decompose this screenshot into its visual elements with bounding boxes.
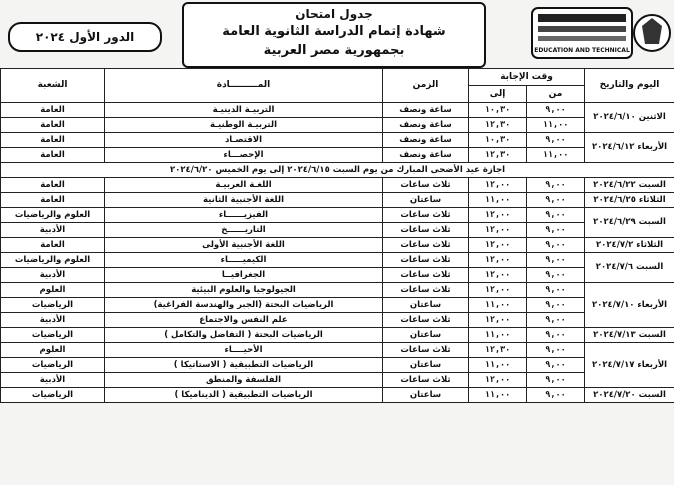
schedule-body <box>1 103 674 403</box>
table-row <box>1 193 674 208</box>
table-row <box>1 148 674 163</box>
duration-cell: ثلاث ساعات <box>383 283 469 298</box>
subject-cell: التاريــــــخ <box>105 223 383 238</box>
subject-cell: الكيميـــــاء <box>105 253 383 268</box>
from-time-cell: ٩,٠٠ <box>527 253 585 268</box>
table-row <box>1 133 674 148</box>
col-branch: الشعبة <box>1 69 105 103</box>
to-time-cell: ١٢,٠٠ <box>469 283 527 298</box>
subject-cell: الفيزيــــــاء <box>105 208 383 223</box>
subject-cell: الأحيــــاء <box>105 343 383 358</box>
to-time-cell: ١١,٠٠ <box>469 328 527 343</box>
subject-cell: الإحصـــاء <box>105 148 383 163</box>
table-row <box>1 268 674 283</box>
title-box <box>182 2 486 68</box>
table-row <box>1 313 674 328</box>
from-time-cell: ٩,٠٠ <box>527 358 585 373</box>
day-date-cell: الثلاثاء ٢٠٢٤/٧/٢ <box>585 238 674 253</box>
branch-cell: العامة <box>1 103 105 118</box>
col-day-date: اليوم والتاريخ <box>585 69 674 103</box>
duration-cell: ساعتان <box>383 358 469 373</box>
to-time-cell: ١٢,٠٠ <box>469 373 527 388</box>
day-date-cell: الأربعاء ٢٠٢٤/٦/١٢ <box>585 133 674 163</box>
duration-cell: ساعتان <box>383 298 469 313</box>
to-time-cell: ١٢,٠٠ <box>469 223 527 238</box>
branch-cell: الرياضيات <box>1 298 105 313</box>
to-time-cell: ١٢,٠٠ <box>469 238 527 253</box>
duration-cell: ثلاث ساعات <box>383 223 469 238</box>
to-time-cell: ١٢,٠٠ <box>469 313 527 328</box>
to-time-cell: ١٠,٣٠ <box>469 133 527 148</box>
table-row <box>1 388 674 403</box>
from-time-cell: ٩,٠٠ <box>527 193 585 208</box>
schedule-header <box>0 0 674 66</box>
table-row <box>1 328 674 343</box>
subject-cell: اللغة الأجنبية الأولى <box>105 238 383 253</box>
table-row <box>1 103 674 118</box>
table-row <box>1 238 674 253</box>
branch-cell: العامة <box>1 148 105 163</box>
subject-cell: الفلسفة والمنطق <box>105 373 383 388</box>
branch-cell: العلوم <box>1 343 105 358</box>
day-date-cell: السبت ٢٠٢٤/٧/٢٠ <box>585 388 674 403</box>
from-time-cell: ٩,٠٠ <box>527 298 585 313</box>
duration-cell: ثلاث ساعات <box>383 178 469 193</box>
branch-cell: العامة <box>1 178 105 193</box>
from-time-cell: ٩,٠٠ <box>527 343 585 358</box>
subject-cell: اللغـة العربيـة <box>105 178 383 193</box>
to-time-cell: ١١,٠٠ <box>469 388 527 403</box>
duration-cell: ثلاث ساعات <box>383 268 469 283</box>
schedule-table <box>0 68 674 403</box>
ministry-logo <box>528 4 674 62</box>
col-to: إلى <box>469 86 527 103</box>
branch-cell: العلوم والرياضيات <box>1 208 105 223</box>
table-row <box>1 283 674 298</box>
subject-cell: علم النفس والاجتماع <box>105 313 383 328</box>
subject-cell: التربيـة الدينيـة <box>105 103 383 118</box>
subject-cell: الاقتصـاد <box>105 133 383 148</box>
subject-cell: اللغة الأجنبية الثانية <box>105 193 383 208</box>
col-duration: الزمن <box>383 69 469 103</box>
branch-cell: الرياضيات <box>1 328 105 343</box>
to-time-cell: ١١,٠٠ <box>469 193 527 208</box>
duration-cell: ثلاث ساعات <box>383 238 469 253</box>
duration-cell: ثلاث ساعات <box>383 253 469 268</box>
to-time-cell: ١٢,٠٠ <box>469 253 527 268</box>
branch-cell: العامة <box>1 238 105 253</box>
to-time-cell: ١٢,٣٠ <box>469 343 527 358</box>
to-time-cell: ١١,٠٠ <box>469 358 527 373</box>
branch-cell: الرياضيات <box>1 388 105 403</box>
from-time-cell: ٩,٠٠ <box>527 328 585 343</box>
to-time-cell: ١٢,٠٠ <box>469 268 527 283</box>
from-time-cell: ٩,٠٠ <box>527 283 585 298</box>
subject-cell: الجغرافيــا <box>105 268 383 283</box>
to-time-cell: ١١,٠٠ <box>469 298 527 313</box>
table-row <box>1 343 674 358</box>
to-time-cell: ١٢,٠٠ <box>469 178 527 193</box>
table-row <box>1 208 674 223</box>
session-label: الدور الأول ٢٠٢٤ <box>8 22 162 52</box>
day-date-cell: الأربعاء ٢٠٢٤/٧/١٧ <box>585 343 674 388</box>
duration-cell: ثلاث ساعات <box>383 343 469 358</box>
subject-cell: الجيولوجيا والعلوم البيئية <box>105 283 383 298</box>
duration-cell: ساعتان <box>383 388 469 403</box>
title-line-3: بجمهورية مصر العربية <box>263 43 405 58</box>
subject-cell: الرياضيات البحتة ( التفاضل والتكامل ) <box>105 328 383 343</box>
title-line-1: جدول امتحان <box>295 7 373 21</box>
from-time-cell: ٩,٠٠ <box>527 223 585 238</box>
day-date-cell: الأربعاء ٢٠٢٤/٧/١٠ <box>585 283 674 328</box>
branch-cell: الرياضيات <box>1 358 105 373</box>
branch-cell: الأدبية <box>1 268 105 283</box>
col-from: من <box>527 86 585 103</box>
to-time-cell: ١٢,٣٠ <box>469 148 527 163</box>
from-time-cell: ٩,٠٠ <box>527 238 585 253</box>
duration-cell: ساعتان <box>383 193 469 208</box>
table-row <box>1 373 674 388</box>
from-time-cell: ٩,٠٠ <box>527 133 585 148</box>
duration-cell: ساعة ونصف <box>383 103 469 118</box>
subject-cell: الرياضيات البحتة (الجبر والهندسة الفراغية) <box>105 298 383 313</box>
from-time-cell: ١١,٠٠ <box>527 148 585 163</box>
table-row <box>1 223 674 238</box>
day-date-cell: السبت ٢٠٢٤/٦/٢٩ <box>585 208 674 238</box>
subject-cell: التربيـة الوطنيـة <box>105 118 383 133</box>
subject-cell: الرياضيات التطبيقية ( الديناميكا ) <box>105 388 383 403</box>
day-date-cell: الثلاثاء ٢٠٢٤/٦/٢٥ <box>585 193 674 208</box>
branch-cell: العامة <box>1 133 105 148</box>
duration-cell: ساعتان <box>383 328 469 343</box>
duration-cell: ثلاث ساعات <box>383 373 469 388</box>
duration-cell: ساعة ونصف <box>383 133 469 148</box>
table-row <box>1 358 674 373</box>
duration-cell: ثلاث ساعات <box>383 313 469 328</box>
day-date-cell: السبت ٢٠٢٤/٧/٦ <box>585 253 674 283</box>
day-date-cell: السبت ٢٠٢٤/٧/١٣ <box>585 328 674 343</box>
from-time-cell: ١١,٠٠ <box>527 118 585 133</box>
duration-cell: ساعة ونصف <box>383 118 469 133</box>
from-time-cell: ٩,٠٠ <box>527 268 585 283</box>
logo-caption: EDUCATION AND TECHNICAL <box>534 47 630 54</box>
branch-cell: العلوم <box>1 283 105 298</box>
to-time-cell: ١٢,٣٠ <box>469 118 527 133</box>
from-time-cell: ٩,٠٠ <box>527 103 585 118</box>
day-date-cell: الاثنين ٢٠٢٤/٦/١٠ <box>585 103 674 133</box>
table-row <box>1 298 674 313</box>
from-time-cell: ٩,٠٠ <box>527 178 585 193</box>
from-time-cell: ٩,٠٠ <box>527 208 585 223</box>
to-time-cell: ١٠,٣٠ <box>469 103 527 118</box>
holiday-note: اجازة عيد الأضحى المبارك من يوم السبت ٢٠٢٤/٦/١٥ إلى يوم الخميس ٢٠٢٤/٦/٢٠ <box>1 163 674 178</box>
branch-cell: العامة <box>1 118 105 133</box>
table-row <box>1 178 674 193</box>
title-line-2: شهادة إتمام الدراسة الثانوية العامة <box>222 24 446 39</box>
day-date-cell: السبت ٢٠٢٤/٦/٢٢ <box>585 178 674 193</box>
branch-cell: العامة <box>1 193 105 208</box>
table-row <box>1 118 674 133</box>
from-time-cell: ٩,٠٠ <box>527 373 585 388</box>
from-time-cell: ٩,٠٠ <box>527 388 585 403</box>
subject-cell: الرياضيات التطبيقية ( الاستاتيكا ) <box>105 358 383 373</box>
branch-cell: الأدبية <box>1 373 105 388</box>
branch-cell: العلوم والرياضيات <box>1 253 105 268</box>
duration-cell: ساعة ونصف <box>383 148 469 163</box>
branch-cell: الأدبية <box>1 223 105 238</box>
holiday-row <box>1 163 674 178</box>
col-subject: المـــــــــادة <box>105 69 383 103</box>
col-answer-time: وقت الإجابة <box>469 69 585 86</box>
to-time-cell: ١٢,٠٠ <box>469 208 527 223</box>
branch-cell: الأدبية <box>1 313 105 328</box>
from-time-cell: ٩,٠٠ <box>527 313 585 328</box>
table-row <box>1 253 674 268</box>
duration-cell: ثلاث ساعات <box>383 208 469 223</box>
